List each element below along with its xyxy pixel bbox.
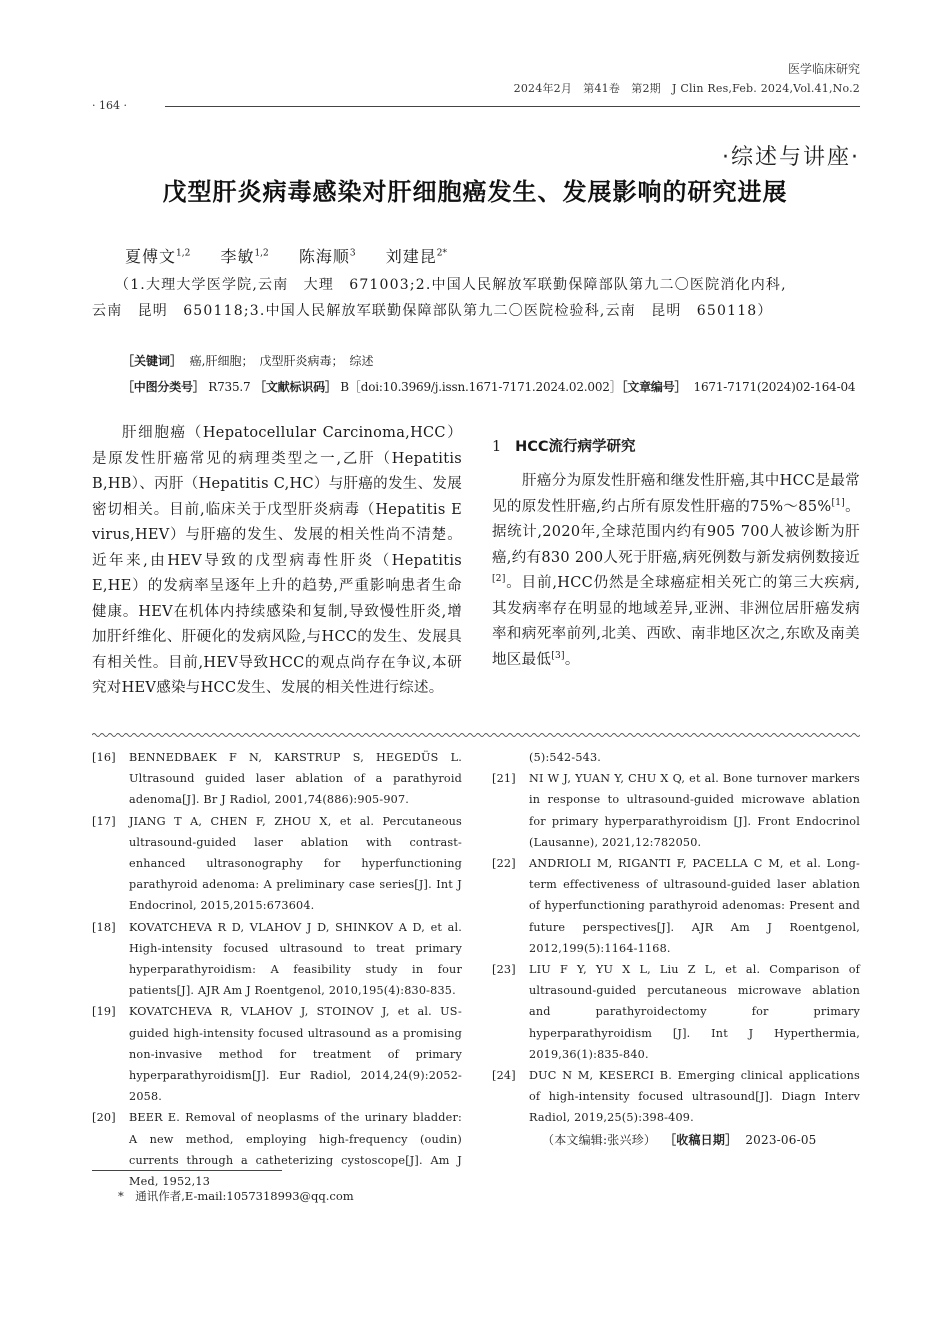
section-title: HCC流行病学研究 — [515, 439, 636, 455]
citation-ref[interactable]: [1] — [831, 497, 846, 508]
affiliation-line: 云南 昆明 650118;3.中国人民解放军联勤保障部队第九二〇医院检验科,云南 昆明 650118） — [92, 303, 773, 319]
reference-item: [17] JIANG T A, CHEN F, ZHOU X, et al. Percutaneous ultrasound-guided laser ablation with contrast-enhanced ultrasonography for hyperfunctioning parathyroid adenoma: A preliminary case series[J]. Int J Endocrinol, 2015,2015:673604. — [92, 814, 462, 913]
citation-ref[interactable]: [2] — [492, 574, 506, 585]
reference-item: [23] LIU F Y, YU X L, Liu Z L, et al. Comparison of ultrasound-guided percutaneous microwave ablation and parathyroidectomy for primary hyperparathyroidism [J]. Int J Hyperthermia, 2019,36(1):835-840. — [492, 963, 860, 1061]
affiliation-line: （1.大理大学医学院,云南 大理 671003;2.中国人民解放军联勤保障部队第九二〇医院消化内科, — [115, 277, 787, 293]
wavy-separator — [92, 732, 860, 738]
reference-continuation: (5):542-543. — [529, 751, 602, 764]
author-list — [125, 244, 471, 267]
author: 陈海顺$^3$ — [298, 247, 356, 266]
corresponding-author-footnote: * 通讯作者,E-mail:1057318993@qq.com — [118, 1189, 354, 1203]
clc-label: ［中图分类号］ — [122, 380, 205, 394]
article-number-value: 1671-7171(2024)02-164-04 — [693, 380, 856, 394]
header-rule — [165, 106, 860, 107]
page-number: · 164 · — [92, 99, 127, 112]
article-number-label: ［文章编号］ — [621, 380, 687, 394]
keywords — [122, 352, 373, 369]
section-tag: ·综述与讲座· — [722, 145, 860, 170]
reference-item: [20] BEER E. Removal of neoplasms of the urinary bladder: A new method, employing high-frequency (oudin) currents through a catheterizing cystoscope[J]. Am J Med, 1952,13 — [92, 1111, 462, 1189]
doc-code-label: ［文献标识码］ — [254, 380, 337, 394]
editor-line — [492, 1130, 860, 1151]
references-right-column — [492, 747, 860, 1151]
author: 夏傅文$^{1,2}$ — [125, 247, 191, 266]
classification-line — [122, 378, 855, 395]
article-title: 戊型肝炎病毒感染对肝细胞癌发生、发展影响的研究进展 — [162, 178, 788, 206]
citation-ref[interactable]: [3] — [551, 650, 565, 661]
clc-value: R735.7 — [208, 380, 251, 394]
received-date: 2023-06-05 — [745, 1132, 817, 1147]
section-heading — [492, 435, 635, 456]
section-paragraph: 肝癌分为原发性肝癌和继发性肝癌,其中HCC是最常见的原发性肝癌,约占所有原发性肝癌的75%～85%[1]。据统计,2020年,全球范围内约有905 700人被诊断为肝癌,约有830 200人死于肝癌,病死例数与新发病例数接近[2]。目前,HCC仍然是全球癌症相关死亡的第三大疾病,其发病率存在明显的地域差异,亚洲、非洲位居肝癌发病率和病死率前列,北美、西欧、南非地区次之,东欧及南美地区最低[3]。 — [492, 473, 860, 668]
reference-item: [18] KOVATCHEVA R D, VLAHOV J D, SHINKOV A D, et al. High-intensity focused ultrasound to treat primary hyperparathyroidism: A feasibility study in four patients[J]. AJR Am J Roentgenol, 2010,195(4):830-835. — [92, 920, 462, 998]
received-date-label: ［收稿日期］ — [664, 1132, 738, 1147]
keywords-text: 癌,肝细胞； 戊型肝炎病毒； 综述 — [189, 354, 374, 368]
intro-paragraph: 肝细胞癌（Hepatocellular Carcinoma,HCC）是原发性肝癌常见的病理类型之一,乙肝（Hepatitis B,HB）、丙肝（Hepatitis C,HC）与肝癌的发生、发展密切相关。目前,临床关于戊型肝炎病毒（Hepatitis E virus,HEV）与肝癌的发生、发展的相关性尚不清楚。近年来,由HEV导致的戊型病毒性肝炎（Hepatitis E,HE）的发病率呈逐年上升的趋势,严重影响患者生命健康。HEV在机体内持续感染和复制,导致慢性肝炎,增加肝纤维化、肝硬化的发病风险,与HCC的发生、发展具有相关性。目前,HEV导致HCC的观点尚存在争议,本研究对HEV感染与HCC发生、发展的相关性进行综述。 — [92, 425, 462, 696]
doc-code-value: B［doi:10.3969/j.issn.1671-7171.2024.02.002］ — [340, 380, 622, 394]
author: 李敏$^{1,2}$ — [220, 247, 269, 266]
reference-item: [24] DUC N M, KESERCI B. Emerging clinical applications of high-intensity focused ultrasound[J]. Diagn Interv Radiol, 2019,25(5):398-409. — [492, 1069, 860, 1125]
journal-name: 医学临床研究 — [787, 62, 860, 76]
reference-item: [21] NI W J, YUAN Y, CHU X Q, et al. Bone turnover markers in response to ultrasound-guided microwave ablation for primary hyperparathyroidism [J]. Front Endocrinol (Lausanne), 2021,12:782050. — [492, 772, 860, 849]
reference-item: [19] KOVATCHEVA R, VLAHOV J, STOINOV J, et al. US-guided high-intensity focused ultrasound as a promising non-invasive method for treatment of primary hyperparathyroidism[J]. Eur Radiol, 2014,24(9):2052-2058. — [92, 1005, 462, 1104]
keywords-label: ［关键词］ — [122, 354, 183, 368]
author: 刘建昆$^{2*}$ — [385, 247, 447, 266]
references-left-column — [92, 747, 462, 1192]
journal-issue-line: 2024年2月 第41卷 第2期 J Clin Res,Feb. 2024,Vol.41,No.2 — [513, 82, 860, 95]
reference-item: [22] ANDRIOLI M, RIGANTI F, PACELLA C M, et al. Long-term effectiveness of ultrasound-guided laser ablation of hyperfunctioning parathyroid adenomas: Present and future perspectives[J]. AJR Am J Roentgenol, 2012,199(5):1164-1168. — [492, 857, 860, 955]
reference-item: [16] BENNEDBAEK F N, KARSTRUP S, HEGEDÜS L. Ultrasound guided laser ablation of a parathyroid adenoma[J]. Br J Radiol, 2001,74(886):905-907. — [92, 751, 462, 807]
section-number: 1 — [492, 439, 502, 455]
footnote-rule — [92, 1170, 282, 1171]
editor-name: （本文编辑:张兴珍） — [542, 1132, 657, 1147]
